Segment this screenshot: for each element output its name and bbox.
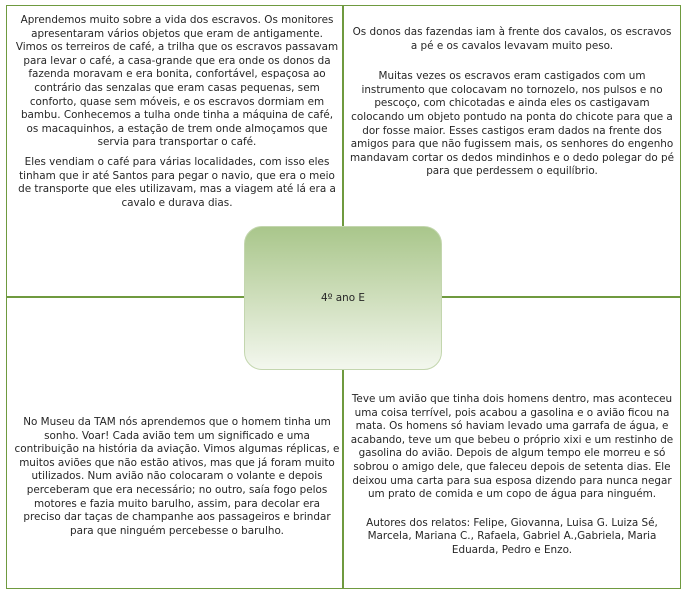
bottom-right-paragraph-1: Teve um avião que tinha dois homens dentro, mas aconteceu uma coisa terrível, pois acabou a gasolina e o avião ficou na mata. Os homens só haviam levado uma garrafa de água, e acabando, teve um que bebeu o próprio xixi e um restinho de gasolina do avião. Depois de algum tempo ele morreu e só sobrou o amigo dele, que faleceu depois de setenta dias. Ele deixou uma carta para sua esposa dizendo para nunca negar um prato de comida e um copo de água para ninguém. xyxy=(350,393,674,501)
authors-credit: Autores dos relatos: Felipe, Giovanna, Luisa G. Luiza Sé, Marcela, Mariana C., Rafaela, Gabriel A.,Gabriela, Maria Eduarda, Pedro e Enzo. xyxy=(366,516,658,556)
bottom-left-quadrant xyxy=(14,416,340,544)
top-left-paragraph-2: Eles vendiam o café para várias localidades, com isso eles tinham que ir até Santos para pegar o navio, que era o meio de transporte que eles utilizavam, mas a viagem até lá era a cavalo e durava dias. xyxy=(18,155,336,209)
top-left-quadrant xyxy=(14,14,340,216)
bottom-left-paragraph-1: No Museu da TAM nós aprendemos que o homem tinha um sonho. Voar! Cada avião tem um significado e uma contribuição na história da aviação. Vimos algumas réplicas, e muitos aviões que não estão ativos, mas que já foram muito utilizados. Num avião não colocaram o volante e depois perceberam que era necessário; no outro, saía fogo pelos motores e fazia muito barulho, assim, para decolar era preciso dar taças de champanhe aos passageiros e brindar para que ninguém percebesse o barulho. xyxy=(14,416,340,537)
top-right-paragraph-1: Os donos das fazendas iam à frente dos cavalos, os escravos a pé e os cavalos levavam muito peso. xyxy=(352,26,672,52)
top-left-paragraph-1: Aprendemos muito sobre a vida dos escravos. Os monitores apresentaram vários objetos que eram de antigamente. Vimos os terreiros de café, a trilha que os escravos passavam para levar o café, a casa-grande que era onde os donos da fazenda moravam e era bonita, confortável, espaçosa ao contrário das senzalas que eram casas pequenas, sem conforto, quase sem móveis, e os escravos dormiam em bambu. Conhecemos a tulha onde tinha a máquina de café, os macaquinhos, a estação de trem onde almoçamos que servia para transportar o café. xyxy=(15,14,339,149)
class-label: 4º ano E xyxy=(321,292,365,304)
bottom-right-quadrant xyxy=(350,393,674,564)
top-right-quadrant xyxy=(350,26,674,185)
top-right-paragraph-2: Muitas vezes os escravos eram castigados com um instrumento que colocavam no tornozelo, nos pulsos e no pescoço, com chicotadas e ainda eles os castigavam colocando um objeto pontudo na ponta do chicote para que a dor fosse maior. Esses castigos eram dados na frente dos amigos para que não fugissem mais, os senhores do engenho mandavam cortar os dedos mindinhos e o dedo polegar do pé para que perdessem o equilíbrio. xyxy=(350,70,675,178)
center-title-box xyxy=(244,226,442,370)
